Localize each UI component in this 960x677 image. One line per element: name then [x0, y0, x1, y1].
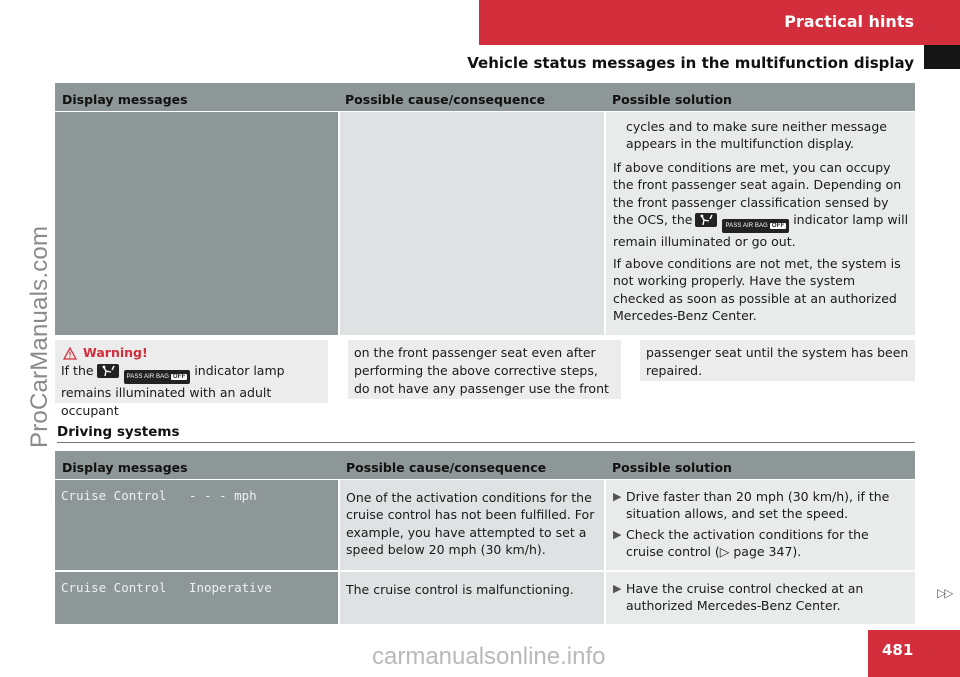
warning-text: on the front passenger seat even after performing the above corrective steps, do not have any passenger use the front	[354, 345, 609, 396]
table1-header-cause: Possible cause/consequence	[339, 83, 605, 111]
solution-text: If above conditions are not met, the system is not working properly. Have the system checked as soon as possible at an authorized Mercedes-Benz Center.	[613, 255, 901, 323]
arrow-icon: ▶	[613, 489, 622, 503]
continue-icon: ▷▷	[937, 586, 952, 600]
table-row	[55, 111, 915, 335]
table1-display-cell	[55, 111, 339, 335]
page-subtitle: Vehicle status messages in the multifunction display	[467, 54, 914, 72]
bottom-watermark: carmanualsonline.info	[372, 643, 606, 670]
arrow-icon: ▶	[613, 581, 622, 595]
table1-header-solution: Possible solution	[605, 83, 915, 111]
table1-header-display: Display messages	[55, 83, 339, 111]
section-rule	[57, 442, 915, 443]
table1-solution-cell	[605, 111, 915, 335]
solution-cell	[605, 479, 915, 571]
warning-box-col3	[640, 340, 915, 381]
solution-step: ▶ Check the activation conditions for the cruise control (▷ page 347).	[613, 526, 869, 559]
corner-block	[924, 45, 960, 69]
display-message: Cruise Control Inoperative	[55, 571, 339, 624]
table-vehicle-status	[55, 83, 915, 335]
solution-text: If above conditions are met, you can occupy the front passenger seat again. Depending on the front passenger classification sensed by the OCS, the PASS AIR BAG OFF indicator lamp will remain illuminated or go out.	[613, 159, 909, 249]
table-row	[55, 571, 915, 624]
warning-text: If the PASS AIR BAG OFF indicator lamp remains illuminated with an adult occupant	[61, 363, 285, 418]
warning-text: passenger seat until the system has been repaired.	[646, 345, 909, 378]
table2-header-solution: Possible solution	[605, 451, 915, 479]
table1-cause-cell	[339, 111, 605, 335]
table-driving-systems	[55, 451, 915, 624]
table2-header-cause: Possible cause/consequence	[339, 451, 605, 479]
cause-text: The cruise control is malfunctioning.	[339, 571, 605, 624]
table-row	[55, 479, 915, 571]
section-title: Practical hints	[784, 12, 914, 31]
warning-box-col2	[348, 340, 621, 399]
warning-title: Warning!	[63, 344, 322, 362]
section-heading: Driving systems	[57, 424, 180, 440]
child-seat-icon	[695, 213, 717, 227]
page-number: 481	[882, 641, 914, 659]
child-seat-icon	[97, 364, 119, 378]
arrow-icon: ▶	[613, 527, 622, 541]
section-header	[479, 0, 960, 45]
warning-triangle-icon	[63, 347, 77, 360]
solution-text: cycles and to make sure neither message appears in the multifunction display.	[626, 118, 887, 151]
pass-air-bag-off-badge: PASS AIR BAG OFF	[124, 370, 191, 384]
warning-box-col1	[55, 340, 328, 418]
side-watermark: ProCarManuals.com	[26, 225, 53, 448]
pass-air-bag-off-badge: PASS AIR BAG OFF	[722, 219, 789, 233]
page-number-box	[868, 630, 960, 677]
solution-cell	[605, 571, 915, 624]
solution-step: ▶ Have the cruise control checked at an authorized Mercedes-Benz Center.	[613, 580, 864, 613]
display-message: Cruise Control - - - mph	[55, 479, 339, 571]
table2-header-display: Display messages	[55, 451, 339, 479]
cause-text: One of the activation conditions for the cruise control has not been fulfilled. For example, you have attempted to set a speed below 20 mph (30 km/h).	[339, 479, 605, 571]
solution-step: ▶ Drive faster than 20 mph (30 km/h), if the situation allows, and set the speed.	[613, 488, 890, 521]
